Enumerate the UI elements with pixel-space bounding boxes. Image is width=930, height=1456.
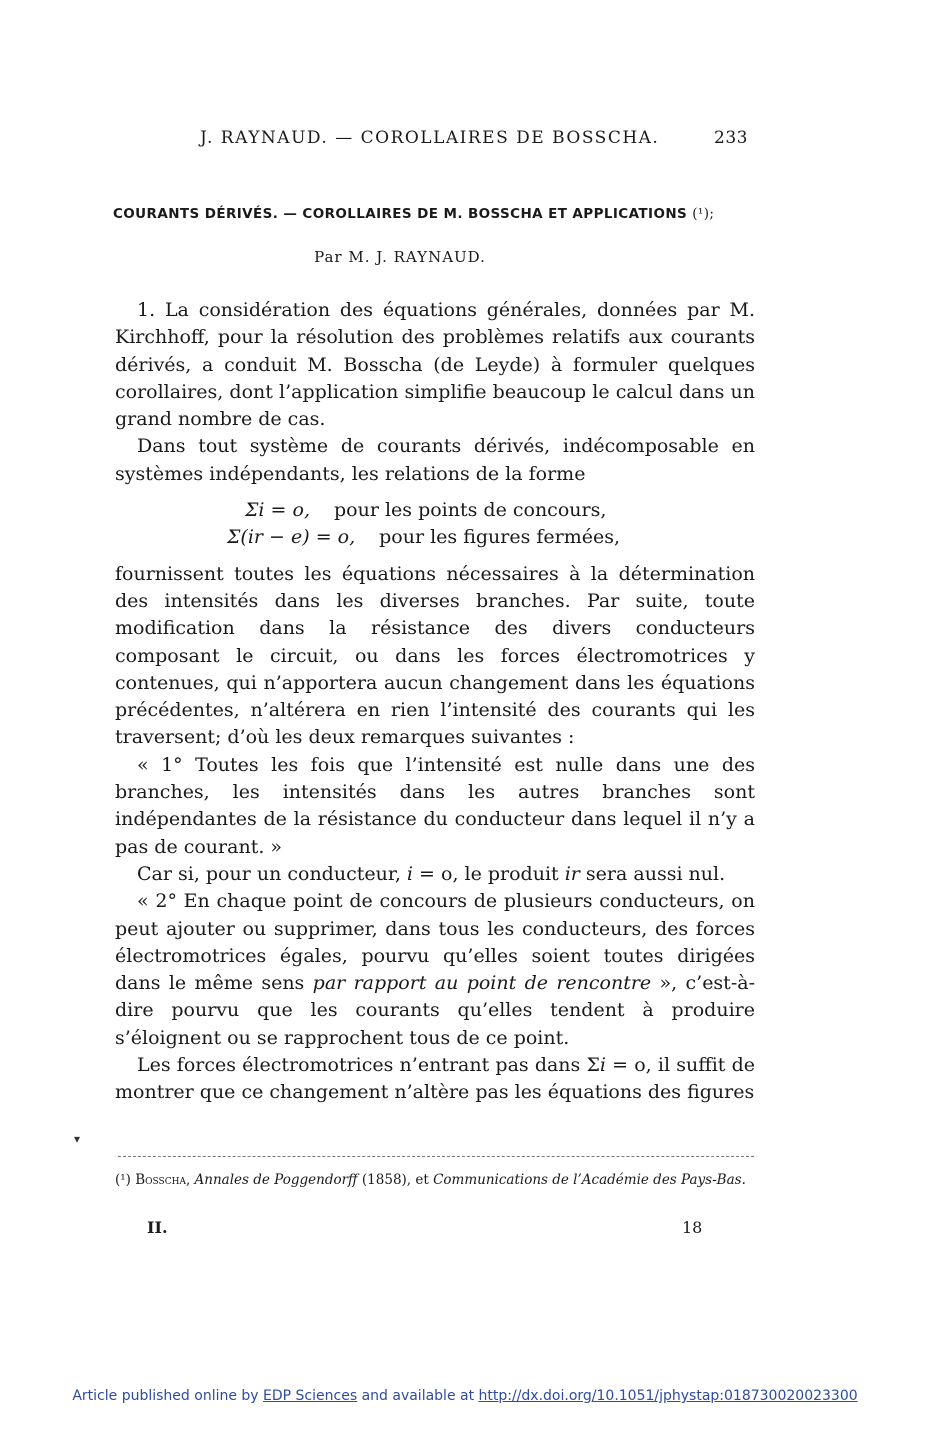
formula-1	[115, 497, 755, 524]
p7-text-b: = o, il suffit de montrer que ce changement n’altère pas les équations des figures	[115, 1054, 755, 1104]
formula-1-lhs: Σi = o,	[245, 499, 310, 522]
footnote-journal-1: Annales de Poggendorff	[194, 1172, 358, 1188]
paragraph-4: « 1° Toutes les fois que l’intensité est nulle dans une des branches, les intensités dans les autres branches sont indépendantes de la résistance du conducteur dans lequel il n’y a pas de courant. »	[115, 753, 755, 858]
formula-1-rhs: pour les points de concours,	[334, 499, 607, 522]
page-number: 233	[714, 128, 748, 148]
sheet-number: 18	[682, 1218, 703, 1237]
footnote-year: (1858), et	[361, 1172, 429, 1188]
p5-math-i: i	[406, 862, 413, 885]
p7-text-a: Les forces électromotrices n’entrant pas dans Σ	[137, 1054, 600, 1077]
formula-2-lhs: Σ(ir − e) = o,	[227, 526, 356, 549]
paragraph-7	[115, 1052, 755, 1107]
paragraph-6	[115, 888, 755, 1052]
formula-2-rhs: pour les figures fermées,	[379, 526, 621, 549]
paragraph-1: 1. La considération des équations générales, données par M. Kirchhoff, pour la résolution des problèmes relatifs aux courants dérivés, a conduit M. Bosscha (de Leyde) à formuler quelques corollaires, dont l’application simplifie beaucoup le calcul dans un grand nombre de cas.	[115, 299, 755, 431]
banner-prefix: Article published online by	[72, 1388, 259, 1404]
running-head	[200, 128, 748, 148]
footnote-marker: (¹)	[115, 1172, 131, 1188]
article-title-text: COURANTS DÉRIVÉS. — COROLLAIRES DE M. BOSSCHA ET APPLICATIONS	[113, 206, 688, 222]
footnote-journal-2: Communications de l’Académie des Pays-Bas.	[433, 1172, 746, 1188]
signature-mark: II.	[147, 1218, 168, 1237]
paragraph-3: fournissent toutes les équations nécessaires à la détermination des intensités dans les diverses branches. Par suite, toute modification dans la résistance des divers conducteurs composant le circuit, ou dans les forces électromotrices y contenues, qui n’apportera aucun changement dans les équations précédentes, n’altérera en rien l’intensité des courants qui les traversent; d’où les deux remarques suivantes :	[115, 562, 755, 749]
footnote-author: Bosscha,	[135, 1172, 191, 1188]
article-title	[113, 206, 753, 222]
formula-block	[115, 497, 755, 552]
footnote-divider	[118, 1156, 754, 1157]
p5-text-b: = o, le produit	[413, 862, 565, 885]
p5-text-c: sera aussi nul.	[579, 862, 726, 885]
p6-text-b: », c’est-à-dire pourvu que les courants qu’elles tendent à produire s’éloignent ou se rapprochent tous de ce point.	[115, 972, 755, 1049]
title-footnote-marker: (¹);	[692, 206, 715, 222]
paragraph-2: Dans tout système de courants dérivés, indécomposable en systèmes indépendants, les relations de la forme	[115, 435, 755, 485]
running-head-title: J. RAYNAUD. — COROLLAIRES DE BOSSCHA.	[200, 128, 660, 148]
p5-math-ir: ir	[564, 862, 580, 885]
byline: Par M. J. RAYNAUD.	[314, 248, 486, 266]
p5-text-a: Car si, pour un conducteur,	[137, 862, 407, 885]
p6-emphasis: par rapport au point de rencontre	[312, 972, 652, 995]
footnote	[115, 1170, 755, 1190]
p7-math-i: i	[599, 1054, 606, 1077]
body-text	[115, 297, 755, 1107]
formula-2	[115, 524, 755, 551]
paragraph-5	[115, 861, 755, 888]
publisher-link[interactable]: EDP Sciences	[263, 1388, 358, 1404]
banner-middle: and available at	[361, 1388, 475, 1404]
margin-mark: ▾	[74, 1132, 81, 1146]
p6-text-a: « 2° En chaque point de concours de plusieurs conducteurs, on peut ajouter ou supprimer, dans tous les conducteurs, des forces électromotrices égales, pourvu qu’elles soient toutes dirigées dans le même sens	[115, 890, 755, 995]
doi-link[interactable]: http://dx.doi.org/10.1051/jphystap:018730020023300	[478, 1388, 858, 1404]
publisher-banner	[0, 1388, 930, 1404]
